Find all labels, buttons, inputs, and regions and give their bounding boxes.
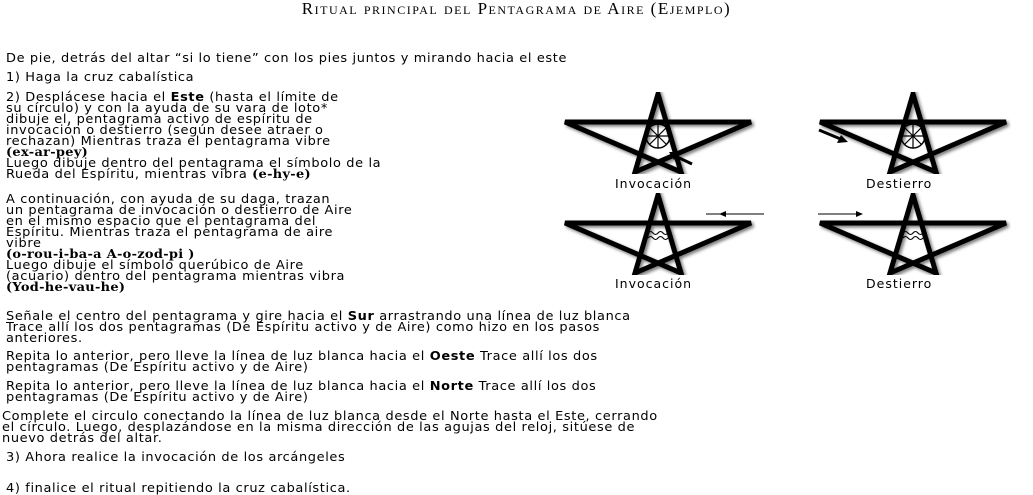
- vibration-ex-ar-pey: (ex-ar-pey): [6, 145, 89, 159]
- aquarius-air-icon: [903, 232, 923, 240]
- step-2-line-4: invocación o destierro (según desee atraer o: [6, 123, 324, 137]
- direction-east: Este: [170, 90, 205, 104]
- spirit-banish-caption: Destierro: [866, 176, 933, 191]
- spirit-invoke-caption: Invocación: [615, 176, 693, 191]
- north-line-2: pentagramas (De Espíritu activo y de Aire): [6, 390, 309, 404]
- complete-line-1: Complete el circulo conectando la línea de luz blanca desde el Norte hasta el Este, cerrando: [2, 409, 658, 423]
- air-invoke-caption: Invocación: [615, 276, 693, 291]
- step-2-line-5: rechazan) Mientras traza el pentagrama vibre: [6, 134, 331, 148]
- complete-line-2: el círculo. Luego, desplazándose en la misma dirección de las agujas del reloj, sitúese de: [2, 420, 636, 434]
- south-line-2: Trace allí los dos pentagramas (De Espíritu activo y de Aire) como hizo en los pasos: [6, 320, 601, 334]
- air-line-1: A continuación, con ayuda de su daga, trazan: [6, 192, 331, 206]
- step-4: 4) finalice el ritual repitiendo la cruz cabalística.: [6, 481, 351, 495]
- air-banish-pentagram: [815, 193, 1011, 275]
- air-invoke-pentagram: [560, 193, 756, 275]
- west-line-1-post: Trace allí los dos: [475, 349, 598, 363]
- intro-paragraph: De pie, detrás del altar “si lo tiene” con los pies juntos y mirando hacia el este: [6, 51, 568, 65]
- air-line-4: Espíritu. Mientras traza el pentagrama de aire: [6, 225, 334, 239]
- page-title: Ritual principal del Pentagrama de Aire (Ejemplo): [301, 0, 732, 18]
- step-1: 1) Haga la cruz cabalística: [6, 70, 195, 84]
- spirit-banish-pentagram: [815, 92, 1011, 174]
- pentagram-shape: [565, 195, 751, 273]
- west-line-2: pentagramas (De Espíritu activo y de Aire): [6, 360, 309, 374]
- direction-north: Norte: [429, 379, 474, 393]
- step-2-line-1-pre: 2) Desplácese hacia el: [6, 90, 171, 104]
- step-2-line-7: [6, 169, 311, 180]
- vibration-orouibaa: (o-rou-i-ba-a A-o-zod-pi ): [6, 247, 195, 261]
- west-line-1-pre: Repita lo anterior, pero lleve la línea de luz blanca hacia el: [6, 349, 430, 363]
- step-2-line-2: su círculo) y con la ayuda de su vara de loto*: [6, 101, 328, 115]
- aquarius-air-icon: [648, 232, 668, 240]
- step-2-line-6: Luego dibuje dentro del pentagrama el símbolo de la: [6, 156, 382, 170]
- north-line-1-pre: Repita lo anterior, pero lleve la línea de luz blanca hacia el: [6, 379, 430, 393]
- left-arrow-icon: [718, 209, 766, 219]
- north-line-1-post: Trace allí los dos: [473, 379, 597, 393]
- vibration-e-hy-e: (e-hy-e): [252, 167, 311, 181]
- spirit-wheel-icon: [901, 124, 925, 148]
- south-line-1-post: arrastrando una línea de luz blanca: [374, 309, 631, 323]
- air-line-2: un pentagrama de invocación o destierro de Aire: [6, 203, 353, 217]
- step-2-line-3: dibuje el, pentagrama activo de espíritu de: [6, 112, 313, 126]
- air-line-7: (acuario) dentro del pentagrama mientras vibra: [6, 269, 346, 283]
- pentagram-shape: [820, 195, 1006, 273]
- south-line-3: anteriores.: [6, 331, 83, 345]
- spirit-invoke-pentagram: [560, 92, 756, 174]
- step-2-line-7-pre: Rueda del Espíritu, mientras vibra: [6, 167, 253, 181]
- air-line-6: Luego dibuje el símbolo querúbico de Aire: [6, 258, 304, 272]
- vibration-yod-he-vau-he: (Yod-he-vau-he): [6, 280, 126, 294]
- spirit-wheel-icon: [646, 124, 670, 148]
- step-2-line-1-post: (hasta el límite de: [204, 90, 339, 104]
- complete-line-3: nuevo detrás del altar.: [2, 431, 163, 445]
- air-line-3: en el mismo espacio que el pentagrama del: [6, 214, 317, 228]
- direction-west: Oeste: [429, 349, 476, 363]
- air-line-5: vibre: [6, 236, 42, 250]
- right-arrow-icon: [816, 209, 864, 219]
- direction-south: Sur: [347, 309, 375, 323]
- step-3: 3) Ahora realice la invocación de los arcángeles: [6, 450, 346, 464]
- south-line-1-pre: Señale el centro del pentagrama y gire hacia el: [6, 309, 348, 323]
- air-banish-caption: Destierro: [866, 276, 933, 291]
